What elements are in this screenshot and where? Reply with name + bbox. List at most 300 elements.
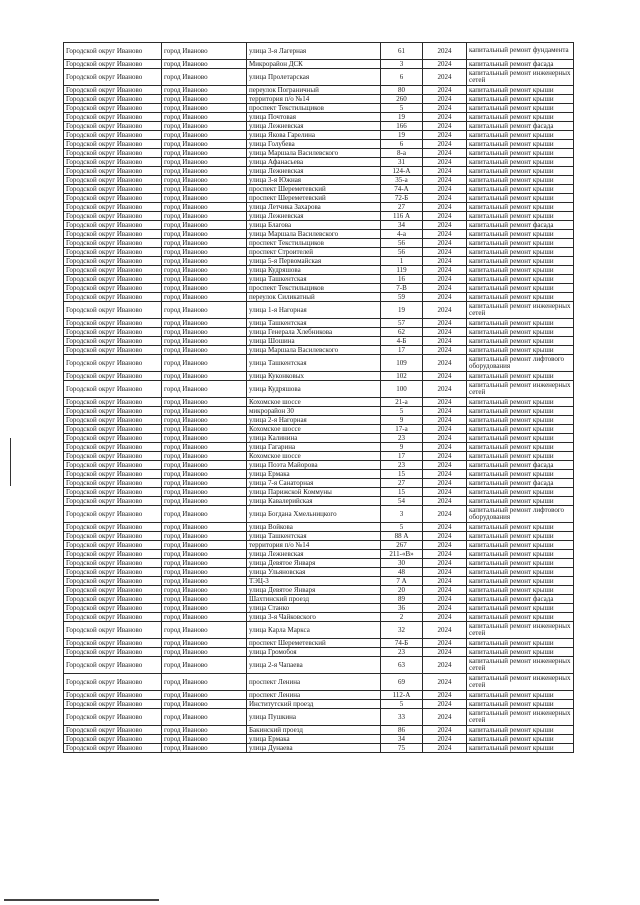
municipality-cell: Городской округ Иваново (64, 86, 162, 95)
year-cell: 2024 (423, 700, 467, 709)
year-cell: 2024 (423, 185, 467, 194)
settlement-cell: город Иваново (162, 212, 247, 221)
work-type-cell: капитальный ремонт крыши (467, 212, 574, 221)
year-cell: 2024 (423, 337, 467, 346)
house-number-cell: 15 (381, 470, 423, 479)
house-number-cell: 100 (381, 381, 423, 398)
table-row (64, 622, 574, 639)
house-number-cell: 30 (381, 559, 423, 568)
settlement-cell: город Иваново (162, 122, 247, 131)
year-cell: 2024 (423, 726, 467, 735)
work-type-cell: капитальный ремонт крыши (467, 613, 574, 622)
year-cell: 2024 (423, 488, 467, 497)
settlement-cell: город Иваново (162, 176, 247, 185)
table-row (64, 293, 574, 302)
table-row (64, 239, 574, 248)
municipality-cell: Городской округ Иваново (64, 461, 162, 470)
work-type-cell: капитальный ремонт крыши (467, 425, 574, 434)
table-row (64, 43, 574, 60)
house-number-cell: 56 (381, 239, 423, 248)
street-cell: улица Ермака (247, 470, 381, 479)
table-row (64, 212, 574, 221)
municipality-cell: Городской округ Иваново (64, 381, 162, 398)
house-number-cell: 19 (381, 113, 423, 122)
street-cell: проспект Строителей (247, 248, 381, 257)
work-type-cell: капитальный ремонт крыши (467, 523, 574, 532)
street-cell: улица Ташкентская (247, 532, 381, 541)
municipality-cell: Городской округ Иваново (64, 319, 162, 328)
settlement-cell: город Иваново (162, 185, 247, 194)
street-cell: улица Карла Маркса (247, 622, 381, 639)
table-row (64, 479, 574, 488)
house-number-cell: 57 (381, 319, 423, 328)
house-number-cell: 7 А (381, 577, 423, 586)
repair-schedule-table (63, 42, 574, 753)
municipality-cell: Городской округ Иваново (64, 328, 162, 337)
table-row (64, 149, 574, 158)
house-number-cell: 5 (381, 523, 423, 532)
house-number-cell: 3 (381, 60, 423, 69)
settlement-cell: город Иваново (162, 221, 247, 230)
street-cell: улица Пушкина (247, 709, 381, 726)
table-row (64, 586, 574, 595)
street-cell: территория п/о №14 (247, 541, 381, 550)
street-cell: улица 7-я Санаторная (247, 479, 381, 488)
street-cell: проспект Шереметевский (247, 639, 381, 648)
house-number-cell: 19 (381, 302, 423, 319)
work-type-cell: капитальный ремонт крыши (467, 586, 574, 595)
table-row (64, 95, 574, 104)
street-cell: проспект Ленина (247, 674, 381, 691)
table-row (64, 497, 574, 506)
house-number-cell: 5 (381, 700, 423, 709)
work-type-cell: капитальный ремонт фасада (467, 461, 574, 470)
settlement-cell: город Иваново (162, 372, 247, 381)
house-number-cell: 63 (381, 657, 423, 674)
municipality-cell: Городской округ Иваново (64, 595, 162, 604)
settlement-cell: город Иваново (162, 726, 247, 735)
street-cell: улица Лежневская (247, 212, 381, 221)
work-type-cell: капитальный ремонт крыши (467, 691, 574, 700)
municipality-cell: Городской округ Иваново (64, 149, 162, 158)
work-type-cell: капитальный ремонт крыши (467, 230, 574, 239)
table-row (64, 416, 574, 425)
street-cell: улица Лежневская (247, 550, 381, 559)
work-type-cell: капитальный ремонт крыши (467, 443, 574, 452)
work-type-cell: капитальный ремонт крыши (467, 407, 574, 416)
street-cell: улица Благова (247, 221, 381, 230)
table-row (64, 452, 574, 461)
work-type-cell: капитальный ремонт крыши (467, 434, 574, 443)
street-cell: улица Лежневская (247, 167, 381, 176)
table-row (64, 86, 574, 95)
table-body (64, 43, 574, 753)
house-number-cell: 23 (381, 461, 423, 470)
table-row (64, 709, 574, 726)
work-type-cell: капитальный ремонт инженерных сетей (467, 622, 574, 639)
settlement-cell: город Иваново (162, 550, 247, 559)
municipality-cell: Городской округ Иваново (64, 586, 162, 595)
municipality-cell: Городской округ Иваново (64, 275, 162, 284)
settlement-cell: город Иваново (162, 69, 247, 86)
street-cell: переулок Пограничный (247, 86, 381, 95)
work-type-cell: капитальный ремонт крыши (467, 559, 574, 568)
house-number-cell: 27 (381, 479, 423, 488)
work-type-cell: капитальный ремонт крыши (467, 744, 574, 753)
year-cell: 2024 (423, 248, 467, 257)
municipality-cell: Городской округ Иваново (64, 104, 162, 113)
street-cell: улица Ташкентская (247, 319, 381, 328)
year-cell: 2024 (423, 691, 467, 700)
house-number-cell: 17 (381, 346, 423, 355)
table-row (64, 328, 574, 337)
work-type-cell: капитальный ремонт крыши (467, 497, 574, 506)
house-number-cell: 34 (381, 221, 423, 230)
street-cell: улица Маршала Василевского (247, 230, 381, 239)
year-cell: 2024 (423, 284, 467, 293)
house-number-cell: 72-Б (381, 194, 423, 203)
street-cell: улица Девятое Января (247, 586, 381, 595)
table-row (64, 559, 574, 568)
work-type-cell: капитальный ремонт крыши (467, 735, 574, 744)
municipality-cell: Городской округ Иваново (64, 398, 162, 407)
settlement-cell: город Иваново (162, 86, 247, 95)
work-type-cell: капитальный ремонт фундамента (467, 43, 574, 60)
settlement-cell: город Иваново (162, 113, 247, 122)
table-row (64, 372, 574, 381)
house-number-cell: 9 (381, 416, 423, 425)
table-row (64, 104, 574, 113)
table-row (64, 203, 574, 212)
municipality-cell: Городской округ Иваново (64, 416, 162, 425)
work-type-cell: капитальный ремонт фасада (467, 221, 574, 230)
street-cell: улица Поэта Майорова (247, 461, 381, 470)
work-type-cell: капитальный ремонт крыши (467, 239, 574, 248)
street-cell: улица Кудряшова (247, 381, 381, 398)
house-number-cell: 6 (381, 69, 423, 86)
settlement-cell: город Иваново (162, 595, 247, 604)
work-type-cell: капитальный ремонт крыши (467, 248, 574, 257)
municipality-cell: Городской округ Иваново (64, 443, 162, 452)
table-row (64, 230, 574, 239)
work-type-cell: капитальный ремонт крыши (467, 140, 574, 149)
table-row (64, 69, 574, 86)
work-type-cell: капитальный ремонт крыши (467, 488, 574, 497)
settlement-cell: город Иваново (162, 293, 247, 302)
street-cell: Кохомское шоссе (247, 452, 381, 461)
work-type-cell: капитальный ремонт крыши (467, 149, 574, 158)
table-row (64, 275, 574, 284)
table-row (64, 167, 574, 176)
table-row (64, 381, 574, 398)
year-cell: 2024 (423, 372, 467, 381)
settlement-cell: город Иваново (162, 302, 247, 319)
year-cell: 2024 (423, 586, 467, 595)
settlement-cell: город Иваново (162, 622, 247, 639)
work-type-cell: капитальный ремонт крыши (467, 194, 574, 203)
settlement-cell: город Иваново (162, 691, 247, 700)
street-cell: проспект Текстильщиков (247, 239, 381, 248)
municipality-cell: Городской округ Иваново (64, 239, 162, 248)
settlement-cell: город Иваново (162, 461, 247, 470)
street-cell: Кохомское шоссе (247, 425, 381, 434)
house-number-cell: 102 (381, 372, 423, 381)
settlement-cell: город Иваново (162, 586, 247, 595)
street-cell: улица 3-я Южная (247, 176, 381, 185)
municipality-cell: Городской округ Иваново (64, 532, 162, 541)
year-cell: 2024 (423, 532, 467, 541)
year-cell: 2024 (423, 613, 467, 622)
house-number-cell: 267 (381, 541, 423, 550)
house-number-cell: 33 (381, 709, 423, 726)
work-type-cell: капитальный ремонт крыши (467, 293, 574, 302)
table-row (64, 398, 574, 407)
municipality-cell: Городской округ Иваново (64, 284, 162, 293)
municipality-cell: Городской округ Иваново (64, 185, 162, 194)
table-row (64, 257, 574, 266)
year-cell: 2024 (423, 328, 467, 337)
settlement-cell: город Иваново (162, 257, 247, 266)
settlement-cell: город Иваново (162, 346, 247, 355)
table-row (64, 122, 574, 131)
settlement-cell: город Иваново (162, 497, 247, 506)
street-cell: улица Почтовая (247, 113, 381, 122)
municipality-cell: Городской округ Иваново (64, 488, 162, 497)
street-cell: проспект Шереметевский (247, 185, 381, 194)
year-cell: 2024 (423, 506, 467, 523)
work-type-cell: капитальный ремонт крыши (467, 532, 574, 541)
work-type-cell: капитальный ремонт крыши (467, 604, 574, 613)
table-row (64, 461, 574, 470)
table-row (64, 604, 574, 613)
house-number-cell: 88 А (381, 532, 423, 541)
settlement-cell: город Иваново (162, 60, 247, 69)
work-type-cell: капитальный ремонт крыши (467, 176, 574, 185)
house-number-cell: 54 (381, 497, 423, 506)
house-number-cell: 9 (381, 443, 423, 452)
work-type-cell: капитальный ремонт крыши (467, 328, 574, 337)
house-number-cell: 56 (381, 248, 423, 257)
year-cell: 2024 (423, 541, 467, 550)
work-type-cell: капитальный ремонт инженерных сетей (467, 381, 574, 398)
work-type-cell: капитальный ремонт крыши (467, 185, 574, 194)
year-cell: 2024 (423, 744, 467, 753)
settlement-cell: город Иваново (162, 104, 247, 113)
table-row (64, 248, 574, 257)
settlement-cell: город Иваново (162, 43, 247, 60)
municipality-cell: Городской округ Иваново (64, 497, 162, 506)
table-row (64, 60, 574, 69)
year-cell: 2024 (423, 95, 467, 104)
street-cell: переулок Силикатный (247, 293, 381, 302)
work-type-cell: капитальный ремонт инженерных сетей (467, 69, 574, 86)
year-cell: 2024 (423, 131, 467, 140)
settlement-cell: город Иваново (162, 167, 247, 176)
settlement-cell: город Иваново (162, 452, 247, 461)
municipality-cell: Городской округ Иваново (64, 735, 162, 744)
street-cell: проспект Текстильщиков (247, 104, 381, 113)
work-type-cell: капитальный ремонт фасада (467, 595, 574, 604)
municipality-cell: Городской округ Иваново (64, 230, 162, 239)
work-type-cell: капитальный ремонт фасада (467, 60, 574, 69)
municipality-cell: Городской округ Иваново (64, 194, 162, 203)
settlement-cell: город Иваново (162, 416, 247, 425)
table-row (64, 639, 574, 648)
municipality-cell: Городской округ Иваново (64, 559, 162, 568)
street-cell: территория п/о №14 (247, 95, 381, 104)
house-number-cell: 80 (381, 86, 423, 95)
house-number-cell: 6 (381, 140, 423, 149)
year-cell: 2024 (423, 425, 467, 434)
municipality-cell: Городской округ Иваново (64, 221, 162, 230)
municipality-cell: Городской округ Иваново (64, 302, 162, 319)
municipality-cell: Городской округ Иваново (64, 248, 162, 257)
street-cell: Бакинский проезд (247, 726, 381, 735)
municipality-cell: Городской округ Иваново (64, 577, 162, 586)
street-cell: улица Ульяновская (247, 568, 381, 577)
street-cell: улица Парижской Коммуны (247, 488, 381, 497)
table-row (64, 443, 574, 452)
municipality-cell: Городской округ Иваново (64, 69, 162, 86)
street-cell: улица 2-я Чапаева (247, 657, 381, 674)
settlement-cell: город Иваново (162, 479, 247, 488)
settlement-cell: город Иваново (162, 532, 247, 541)
year-cell: 2024 (423, 104, 467, 113)
table-row (64, 470, 574, 479)
year-cell: 2024 (423, 452, 467, 461)
street-cell: Институтский проезд (247, 700, 381, 709)
table-row (64, 700, 574, 709)
street-cell: улица Маршала Василевского (247, 346, 381, 355)
year-cell: 2024 (423, 86, 467, 95)
year-cell: 2024 (423, 149, 467, 158)
street-cell: улица Генерала Хлебникова (247, 328, 381, 337)
year-cell: 2024 (423, 604, 467, 613)
year-cell: 2024 (423, 577, 467, 586)
house-number-cell: 32 (381, 622, 423, 639)
settlement-cell: город Иваново (162, 266, 247, 275)
year-cell: 2024 (423, 212, 467, 221)
municipality-cell: Городской округ Иваново (64, 541, 162, 550)
municipality-cell: Городской округ Иваново (64, 700, 162, 709)
street-cell: улица Кавалерийская (247, 497, 381, 506)
year-cell: 2024 (423, 167, 467, 176)
settlement-cell: город Иваново (162, 239, 247, 248)
municipality-cell: Городской округ Иваново (64, 613, 162, 622)
house-number-cell: 4-а (381, 230, 423, 239)
year-cell: 2024 (423, 407, 467, 416)
street-cell: проспект Текстильщиков (247, 284, 381, 293)
street-cell: улица 3-я Чайковского (247, 613, 381, 622)
street-cell: улица Ермака (247, 735, 381, 744)
work-type-cell: капитальный ремонт инженерных сетей (467, 709, 574, 726)
year-cell: 2024 (423, 479, 467, 488)
house-number-cell: 116 А (381, 212, 423, 221)
house-number-cell: 23 (381, 648, 423, 657)
house-number-cell: 21-а (381, 398, 423, 407)
house-number-cell: 89 (381, 595, 423, 604)
municipality-cell: Городской округ Иваново (64, 726, 162, 735)
settlement-cell: город Иваново (162, 559, 247, 568)
house-number-cell: 5 (381, 407, 423, 416)
street-cell: улица Якова Гарелина (247, 131, 381, 140)
municipality-cell: Городской округ Иваново (64, 122, 162, 131)
work-type-cell: капитальный ремонт крыши (467, 203, 574, 212)
street-cell: улица Калинина (247, 434, 381, 443)
municipality-cell: Городской округ Иваново (64, 744, 162, 753)
municipality-cell: Городской округ Иваново (64, 452, 162, 461)
table-row (64, 284, 574, 293)
street-cell: улица Громобоя (247, 648, 381, 657)
settlement-cell: город Иваново (162, 604, 247, 613)
work-type-cell: капитальный ремонт крыши (467, 639, 574, 648)
table-row (64, 691, 574, 700)
street-cell: Шахтинский проезд (247, 595, 381, 604)
settlement-cell: город Иваново (162, 95, 247, 104)
table-row (64, 613, 574, 622)
year-cell: 2024 (423, 434, 467, 443)
table-row (64, 744, 574, 753)
house-number-cell: 2 (381, 613, 423, 622)
settlement-cell: город Иваново (162, 639, 247, 648)
work-type-cell: капитальный ремонт крыши (467, 700, 574, 709)
house-number-cell: 61 (381, 43, 423, 60)
settlement-cell: город Иваново (162, 248, 247, 257)
street-cell: улица Маршала Василевского (247, 149, 381, 158)
settlement-cell: город Иваново (162, 140, 247, 149)
settlement-cell: город Иваново (162, 149, 247, 158)
street-cell: улица Ташкентская (247, 275, 381, 284)
house-number-cell: 23 (381, 434, 423, 443)
house-number-cell: 7-В (381, 284, 423, 293)
footer-rule (4, 899, 159, 901)
work-type-cell: капитальный ремонт лифтового оборудования (467, 506, 574, 523)
municipality-cell: Городской округ Иваново (64, 506, 162, 523)
street-cell: улица Кудряшова (247, 266, 381, 275)
street-cell: улица Летчика Захарова (247, 203, 381, 212)
house-number-cell: 109 (381, 355, 423, 372)
municipality-cell: Городской округ Иваново (64, 568, 162, 577)
table-row (64, 221, 574, 230)
settlement-cell: город Иваново (162, 506, 247, 523)
year-cell: 2024 (423, 43, 467, 60)
settlement-cell: город Иваново (162, 443, 247, 452)
municipality-cell: Городской округ Иваново (64, 140, 162, 149)
street-cell: улица Шошина (247, 337, 381, 346)
house-number-cell: 4-Б (381, 337, 423, 346)
street-cell: улица 5-я Первомайская (247, 257, 381, 266)
municipality-cell: Городской округ Иваново (64, 346, 162, 355)
work-type-cell: капитальный ремонт крыши (467, 550, 574, 559)
street-cell: Кохомское шоссе (247, 398, 381, 407)
table-row (64, 648, 574, 657)
municipality-cell: Городской округ Иваново (64, 131, 162, 140)
house-number-cell: 19 (381, 131, 423, 140)
work-type-cell: капитальный ремонт крыши (467, 131, 574, 140)
year-cell: 2024 (423, 355, 467, 372)
municipality-cell: Городской округ Иваново (64, 550, 162, 559)
settlement-cell: город Иваново (162, 355, 247, 372)
street-cell: улица Куконковых (247, 372, 381, 381)
year-cell: 2024 (423, 221, 467, 230)
table-row (64, 194, 574, 203)
municipality-cell: Городской округ Иваново (64, 657, 162, 674)
street-cell: улица Гагарина (247, 443, 381, 452)
settlement-cell: город Иваново (162, 284, 247, 293)
street-cell: улица Богдана Хмельницкого (247, 506, 381, 523)
year-cell: 2024 (423, 230, 467, 239)
work-type-cell: капитальный ремонт крыши (467, 266, 574, 275)
